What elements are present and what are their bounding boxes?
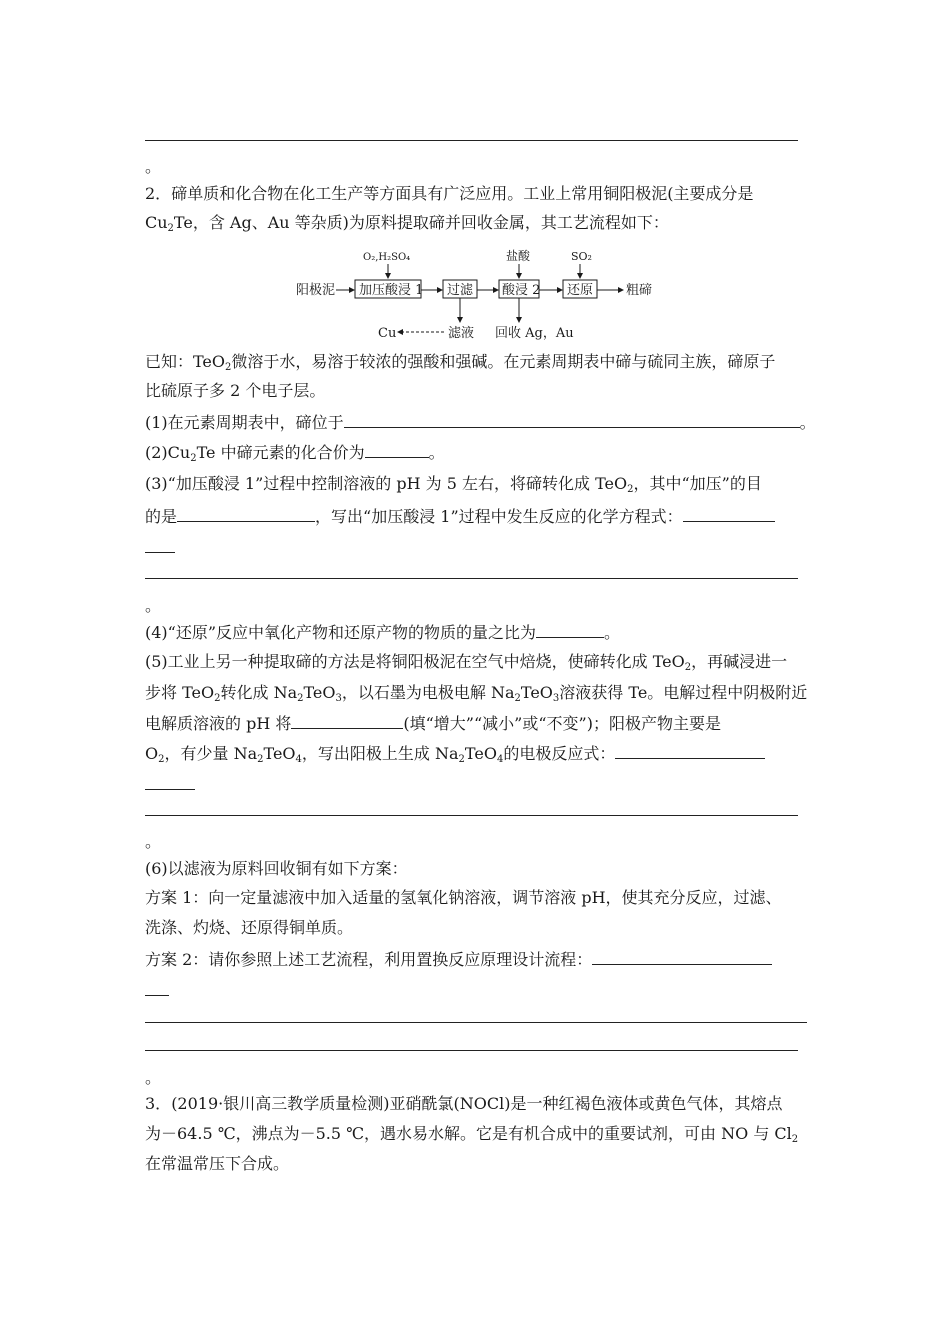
flow-output-label: 粗碲 — [626, 283, 653, 298]
q2-part5-line3: 电解质溶液的 pH 将 (填“增大”“减小”或“不变”)；阳极产物主要是 — [145, 714, 721, 733]
flow-cu-label: Cu — [378, 326, 397, 341]
flow-reagent2-label: 盐酸 — [506, 249, 531, 263]
q3-line3: 在常温常压下合成。 — [145, 1154, 290, 1173]
q2-part5-line4: $O_2$，有少量 $Na_2TeO_4$，写出阳极上生成 $Na_2TeO_4$的电极反应式： — [145, 743, 765, 764]
q2-part3-line1: (3)“加压酸浸 1”过程中控制溶液的 pH 为 5 左右，将碲转化成 TeO$_2$，其中“加压”的目 — [145, 474, 762, 495]
q2-intro-line1: 2．碲单质和化合物在化工生产等方面具有广泛应用。工业上常用铜阳极泥(主要成分是 — [145, 184, 754, 203]
process-flow-diagram — [290, 244, 680, 344]
q2-intro-line2: $Cu_2Te$，含 Ag、Au 等杂质)为原料提取碲并回收金属，其工艺流程如下： — [145, 213, 669, 234]
answer-line — [145, 995, 169, 996]
answer-line — [145, 578, 798, 579]
answer-line — [145, 140, 798, 141]
answer-blank[interactable] — [536, 622, 604, 638]
flow-reagent3-label: SO₂ — [571, 250, 592, 263]
flow-recover-label: 回收 Ag，Au — [495, 326, 574, 341]
answer-blank[interactable] — [291, 713, 403, 729]
end-period: 。 — [145, 832, 162, 851]
flow-step1-label: 加压酸浸 1 — [359, 283, 424, 298]
q2-part4: (4)“还原”反应中氧化产物和还原产物的物质的量之比为 。 — [145, 623, 621, 642]
answer-line — [145, 815, 798, 816]
answer-line — [145, 1050, 798, 1051]
answer-line — [145, 1022, 807, 1023]
plan1-line2: 洗涤、灼烧、还原得铜单质。 — [145, 918, 354, 937]
answer-blank[interactable] — [365, 442, 429, 458]
answer-blank[interactable] — [344, 412, 800, 428]
question-number: 3． — [145, 1094, 172, 1113]
q2-part5-line2: 步将 TeO$_2$转化成 $Na_2TeO_3$，以石墨为电极电解 $Na_2TeO_3$溶液获得 Te。电解过程中阴极附近 — [145, 683, 808, 704]
answer-blank[interactable] — [177, 506, 315, 522]
q2-known-line1: 已知：TeO$_2$微溶于水，易溶于较浓的强酸和强碱。在元素周期表中碲与硫同主族，碲原子 — [145, 352, 776, 373]
q2-known-line2: 比硫原子多 2 个电子层。 — [145, 381, 326, 400]
q3-line2: 为－64.5 ℃，沸点为－5.5 ℃，遇水易水解。它是有机合成中的重要试剂，可由 NO 与 $Cl_2$ — [145, 1124, 799, 1145]
q2-part6: (6)以滤液为原料回收铜有如下方案： — [145, 859, 408, 878]
end-period: 。 — [145, 1068, 162, 1087]
flow-input-label: 阳极泥 — [296, 283, 336, 298]
answer-line — [145, 789, 195, 790]
q2-part3-line2: 的是 ，写出“加压酸浸 1”过程中发生反应的化学方程式： — [145, 506, 775, 527]
q3-line1: 3．(2019·银川高三教学质量检测)亚硝酰氯(NOCl)是一种红褐色液体或黄色气体，其熔点 — [145, 1094, 783, 1113]
answer-blank[interactable] — [592, 949, 772, 965]
q2-part2: $(2)Cu_2Te$ 中碲元素的化合价为 。 — [145, 443, 445, 464]
end-period: 。 — [145, 157, 162, 176]
q2-part5-line1: (5)工业上另一种提取碲的方法是将铜阳极泥在空气中焙烧，使碲转化成 TeO$_2$，再碱浸进一 — [145, 652, 788, 673]
flow-step4-label: 还原 — [567, 283, 594, 298]
plan1-line1: 方案 1：向一定量滤液中加入适量的氢氧化钠溶液，调节溶液 pH，使其充分反应，过滤、 — [145, 888, 782, 907]
question-number: 2． — [145, 184, 172, 203]
answer-blank[interactable] — [683, 506, 775, 522]
plan2-line: 方案 2：请你参照上述工艺流程，利用置换反应原理设计流程： — [145, 949, 772, 970]
answer-line — [145, 552, 175, 553]
answer-blank[interactable] — [615, 743, 765, 759]
flow-step2-label: 过滤 — [447, 283, 474, 298]
flow-reagent1-label: O₂,H₂SO₄ — [363, 252, 411, 263]
flow-filtrate-label: 滤液 — [448, 326, 475, 341]
flow-step3-label: 酸浸 2 — [502, 283, 541, 298]
end-period: 。 — [145, 596, 162, 615]
q2-part1: (1)在元素周期表中，碲位于 。 — [145, 413, 816, 432]
